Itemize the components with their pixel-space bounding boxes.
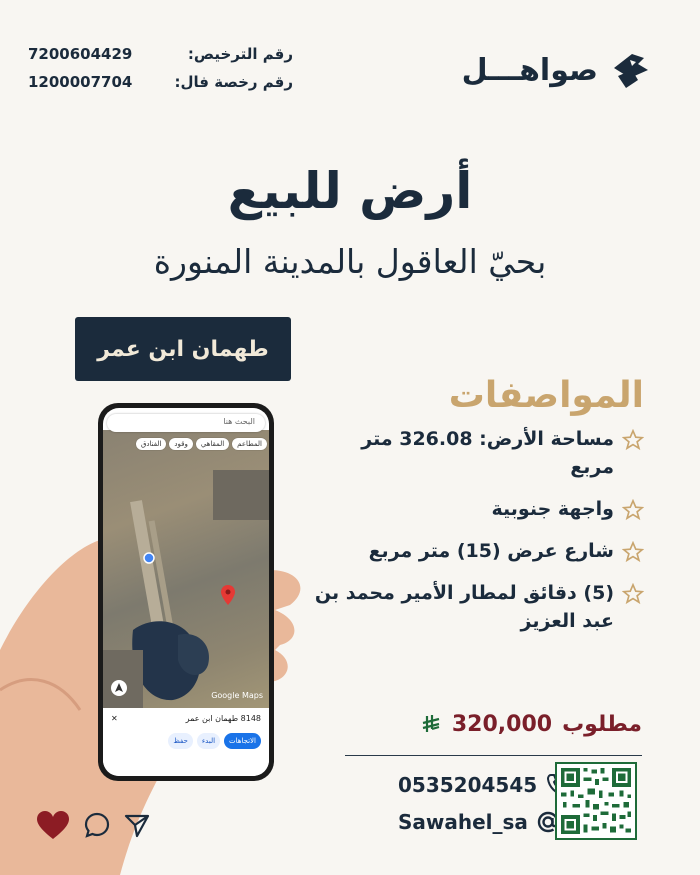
heart-icon[interactable] [36, 810, 70, 840]
price-amount: 320,000 [451, 712, 553, 737]
map-terrain-icon [103, 430, 269, 710]
social-handle-text[interactable]: Sawahel_sa [398, 810, 528, 834]
license-label: رقم الترخيص: [187, 45, 293, 63]
spec-street: شارع عرض (15) متر مربع [368, 540, 614, 562]
directions-button[interactable]: الاتجاهات [224, 733, 261, 749]
spec-airport: (5) دقائق لمطار الأمير محمد بن عبد العزيز [314, 582, 614, 632]
navigation-arrow-icon[interactable] [111, 680, 127, 696]
star-icon [622, 541, 644, 563]
place-sheet [103, 708, 269, 776]
save-button[interactable]: حفظ [168, 733, 193, 749]
license-info [28, 40, 293, 96]
listing-subtitle: بحيّ العاقول بالمدينة المنورة [153, 242, 547, 281]
spec-facing: واجهة جنوبية [491, 498, 614, 520]
price-block [420, 712, 642, 737]
spec-item [314, 425, 644, 481]
saudi-riyal-icon [420, 714, 442, 736]
horse-logo-icon [608, 48, 652, 92]
phone-screen [103, 408, 269, 776]
spec-area: مساحة الأرض: 326.08 متر مربع [361, 428, 614, 478]
close-icon[interactable]: ✕ [111, 714, 118, 723]
place-name: 8148 طهمان ابن عمر [185, 714, 261, 723]
fal-license-label: رقم رخصة فال: [174, 73, 293, 91]
spec-item [314, 537, 644, 565]
brand-name: صواهـــل [461, 52, 598, 88]
spec-item [314, 579, 644, 635]
fal-license-number: 1200007704 [28, 73, 133, 91]
google-maps-label: Google Maps [211, 691, 263, 700]
star-icon [622, 499, 644, 521]
phone-number[interactable]: 0535204545 [398, 773, 538, 797]
social-actions [36, 810, 150, 840]
start-button[interactable]: البدء [197, 733, 220, 749]
brand-logo [462, 48, 652, 92]
social-handle[interactable] [398, 810, 560, 834]
specs-list [314, 425, 644, 649]
license-number: 7200604429 [28, 45, 133, 63]
chip-restaurants[interactable]: المطاعم [232, 438, 267, 450]
specs-title: المواصفات [448, 375, 644, 416]
map-category-chips [105, 438, 267, 450]
comment-icon[interactable] [84, 812, 110, 838]
chip-cafes[interactable]: المقاهي [196, 438, 229, 450]
price-label: مطلوب [562, 712, 642, 737]
map-search-input[interactable]: البحث هنا [107, 414, 265, 432]
phone-mockup [98, 403, 274, 781]
star-icon [622, 429, 644, 451]
chip-fuel[interactable]: وقود [169, 438, 192, 450]
star-icon [622, 583, 644, 605]
spec-item [314, 495, 644, 523]
satellite-map[interactable] [103, 430, 269, 710]
share-icon[interactable] [124, 812, 150, 838]
district-button[interactable]: طهمان ابن عمر [75, 317, 291, 381]
qr-code-icon[interactable] [555, 762, 637, 840]
chip-hotels[interactable]: الفنادق [136, 438, 166, 450]
divider [345, 755, 642, 756]
phone-contact[interactable] [398, 772, 571, 798]
listing-title: أرض للبيع [227, 162, 473, 220]
location-pin-icon[interactable] [221, 585, 235, 605]
